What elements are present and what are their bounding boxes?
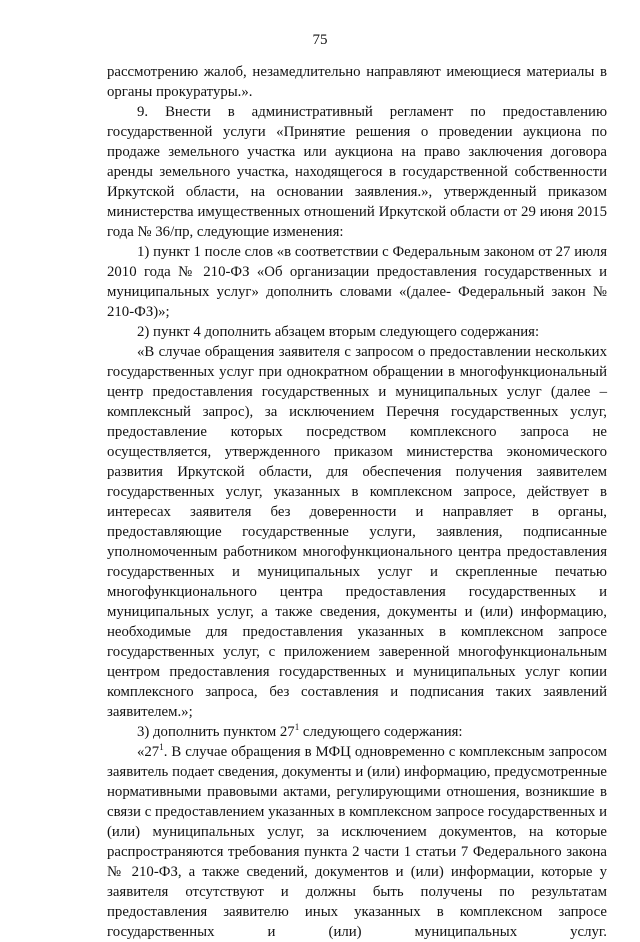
paragraph-subitem-3 <box>107 722 607 742</box>
page-number: 75 <box>312 32 328 48</box>
paragraph-subitem-1: 1) пункт 1 после слов «в соответствии с Федеральным законом от 27 июля 2010 года № 210-ФЗ «Об организации предоставления государственных и муниципальных услуг» дополнить словами «(далее- Федеральный закон № 210-ФЗ)»; <box>107 244 607 320</box>
point-27-1-number: «27 <box>137 744 160 760</box>
superscript: 1 <box>159 742 164 752</box>
subitem-3-text-end: следующего содержания: <box>299 724 463 740</box>
subitem-3-text-start: 3) дополнить пунктом 27 <box>137 724 295 740</box>
document-body <box>107 62 607 942</box>
paragraph-quote-point-4: «В случае обращения заявителя с запросом о предоставлении нескольких государственных услуг при однократном обращении в многофункциональный центр предоставления государственных и муниципальных услуг (далее – комплексный запрос), за исключением Перечня государственных услуг, предоставление которых посредством комплексного запроса не осуществляется, утвержденного приказом министерства экономического развития Иркутской области, для обеспечения получения заявителем государственных услуг, указанных в комплексном запросе, действует в интересах заявителя без доверенности и направляет в органы, предоставляющие государственные услуги, заявления, подписанные уполномоченным работником многофункционального центра предоставления государственных и муниципальных услуг и скрепленные печатью многофункционального центра предоставления государственных и муниципальных услуг, а также сведения, документы и (или) информацию, необходимые для предоставления указанных в комплексном запросе государственных услуг, с приложением заверенной многофункциональным центром предоставления государственных и муниципальных услуг копии комплексного запроса, без составления и подписания таких заявлений заявителем.»; <box>107 344 607 720</box>
point-27-1-text: . В случае обращения в МФЦ одновременно с комплексным запросом заявитель подает сведения, документы и (или) информацию, предусмотренные нормативными правовыми актами, регулирующими отношения, возникшие в связи с предоставлением указанных в комплексном запросе государственных и (или) муниципальных услуг, за исключением документов, на которые распространяются требования пункта 2 части 1 статьи 7 Федерального закона № 210-ФЗ, а также сведений, документов и (или) информации, которые у заявителя отсутствуют и должны быть получены по результатам предоставления заявителю иных указанных в комплексном запросе государственных и (или) муниципальных услуг. <box>107 744 607 940</box>
paragraph-subitem-2: 2) пункт 4 дополнить абзацем вторым следующего содержания: <box>137 324 540 340</box>
paragraph-quote-point-27-1 <box>107 742 607 942</box>
paragraph-item-9: 9. Внести в административный регламент по предоставлению государственной услуги «Принятие решения о проведении аукциона по продаже земельного участка или аукциона на право заключения договора аренды земельного участка, находящегося в государственной собственности Иркутской области, на основании заявления.», утвержденный приказом министерства имущественных отношений Иркутской области от 29 июня 2015 года № 36/пр, следующие изменения: <box>107 104 607 240</box>
paragraph-continuation: рассмотрению жалоб, незамедлительно направляют имеющиеся материалы в органы прокуратуры.». <box>107 64 607 100</box>
superscript: 1 <box>294 722 300 732</box>
